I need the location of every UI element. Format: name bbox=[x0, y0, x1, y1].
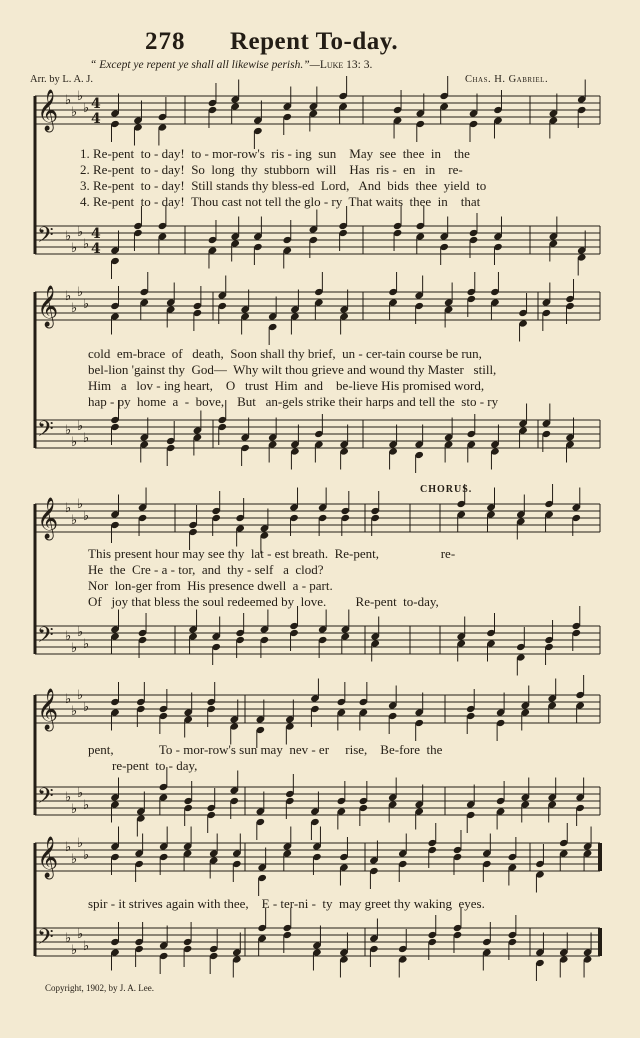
epigraph-text: “ Except ye repent ye shall all likewise perish.”— bbox=[90, 59, 320, 71]
flat-icon: ♭ bbox=[71, 704, 78, 719]
flat-icon: ♭ bbox=[65, 629, 72, 644]
lyric-line-s2-v2: bel-lion 'gainst thy God— Why wilt thou grieve and wound thy Master still, bbox=[88, 362, 497, 377]
lyric-line-s3-v4: Of joy that bless the soul redeemed by love. Re-pent to-day, bbox=[88, 594, 439, 609]
flat-icon: ♭ bbox=[77, 285, 84, 300]
clefs bbox=[37, 89, 101, 958]
flat-icon: ♭ bbox=[77, 836, 84, 851]
lyric-line-s3-v3: Nor lon-ger from His presence dwell a - part. bbox=[88, 578, 333, 593]
flat-icon: ♭ bbox=[83, 237, 90, 252]
lyric-line-s5-v1: spir - it strives again with thee, E - ter-ni - ty may greet thy waking eyes. bbox=[88, 896, 485, 911]
lyric-line-s1-v4: 4. Re-pent to - day! Thou cast not tell the glo - ry That waits thee in that bbox=[80, 194, 481, 209]
bass-clef-icon: 𝄢 bbox=[37, 223, 54, 253]
hymn-title: Repent To-day. bbox=[230, 28, 399, 55]
composer-credit: Chas. H. Gabriel. bbox=[465, 74, 549, 85]
lyric-line-s1-v3: 3. Re-pent to - day! Still stands thy bless-ed Lord, And bids thee yield to bbox=[80, 178, 487, 193]
flat-icon: ♭ bbox=[65, 93, 72, 108]
time-signature-top: 4 bbox=[91, 96, 101, 112]
treble-clef-icon: 𝄞 bbox=[37, 498, 59, 539]
flat-icon: ♭ bbox=[77, 225, 84, 240]
flat-icon: ♭ bbox=[71, 852, 78, 867]
flat-icon: ♭ bbox=[65, 289, 72, 304]
chorus-label: CHORUS. bbox=[420, 484, 473, 495]
bass-clef-icon: 𝄢 bbox=[37, 417, 54, 447]
time-signature-bottom: 4 bbox=[91, 241, 101, 257]
bass-clef-icon: 𝄢 bbox=[37, 925, 54, 955]
flat-icon: ♭ bbox=[71, 241, 78, 256]
copyright-notice: Copyright, 1902, by J. A. Lee. bbox=[45, 983, 154, 993]
lyric-line-s2-v3: Him a lov - ing heart, O trust Him and be-lieve His promised word, bbox=[88, 378, 485, 393]
time-signature-bottom: 4 bbox=[91, 111, 101, 127]
flat-icon: ♭ bbox=[71, 641, 78, 656]
bass-clef-icon: 𝄢 bbox=[37, 623, 54, 653]
flat-icon: ♭ bbox=[83, 798, 90, 813]
time-signature-top: 4 bbox=[91, 226, 101, 242]
treble-clef-icon: 𝄞 bbox=[37, 689, 59, 730]
flat-icon: ♭ bbox=[71, 105, 78, 120]
lyric-line-s3-v2: He the Cre - a - tor, and thy - self a clod? bbox=[88, 562, 324, 577]
flat-icon: ♭ bbox=[83, 101, 90, 116]
flat-icon: ♭ bbox=[83, 297, 90, 312]
staff-lines bbox=[35, 96, 600, 956]
flat-icon: ♭ bbox=[71, 301, 78, 316]
treble-clef-icon: 𝄞 bbox=[37, 837, 59, 878]
lyric-line-s3-v1: This present hour may see thy lat - est breath. Re-pent, re- bbox=[88, 546, 456, 561]
flat-icon: ♭ bbox=[65, 840, 72, 855]
epigraph-reference: Luke 13: 3. bbox=[319, 59, 373, 71]
flat-icon: ♭ bbox=[83, 939, 90, 954]
hymn-number: 278 bbox=[145, 28, 186, 55]
lyric-line-s2-v1: cold em-brace of death, Soon shall thy brief, un - cer-tain course be run, bbox=[88, 346, 482, 361]
flat-icon: ♭ bbox=[65, 229, 72, 244]
flat-icon: ♭ bbox=[71, 802, 78, 817]
flat-icon: ♭ bbox=[77, 927, 84, 942]
flat-icon: ♭ bbox=[83, 431, 90, 446]
flat-icon: ♭ bbox=[65, 501, 72, 516]
flat-icon: ♭ bbox=[83, 637, 90, 652]
lyric-line-s1-v2: 2. Re-pent to - day! So long thy stubborn will Has ris - en in re- bbox=[80, 162, 463, 177]
flat-icon: ♭ bbox=[65, 423, 72, 438]
flat-icon: ♭ bbox=[77, 89, 84, 104]
lyric-line-s4-v1: pent, To - mor-row's sun may nev - er rise, Be-fore the bbox=[88, 742, 443, 757]
treble-clef-icon: 𝄞 bbox=[37, 90, 59, 131]
flat-icon: ♭ bbox=[83, 848, 90, 863]
flat-icon: ♭ bbox=[83, 700, 90, 715]
flat-icon: ♭ bbox=[77, 419, 84, 434]
lyric-line-s4-v2: re-pent to - day, bbox=[112, 758, 198, 773]
bass-clef-icon: 𝄢 bbox=[37, 784, 54, 814]
flat-icon: ♭ bbox=[83, 509, 90, 524]
flat-icon: ♭ bbox=[71, 513, 78, 528]
flat-icon: ♭ bbox=[77, 786, 84, 801]
flat-icon: ♭ bbox=[65, 692, 72, 707]
lyric-line-s2-v4: hap - py home a - bove, But an-gels strike their harps and tell the sto - ry bbox=[88, 394, 499, 409]
treble-clef-icon: 𝄞 bbox=[37, 286, 59, 327]
flat-icon: ♭ bbox=[77, 688, 84, 703]
lyric-line-s1-v1: 1. Re-pent to - day! to - mor-row's ris - ing sun May see thee in the bbox=[80, 146, 470, 161]
arranger-credit: Arr. by L. A. J. bbox=[30, 74, 93, 85]
flat-icon: ♭ bbox=[77, 497, 84, 512]
flat-icon: ♭ bbox=[65, 790, 72, 805]
flat-icon: ♭ bbox=[77, 625, 84, 640]
flat-icon: ♭ bbox=[71, 435, 78, 450]
flat-icon: ♭ bbox=[65, 931, 72, 946]
flat-icon: ♭ bbox=[71, 943, 78, 958]
noteheads bbox=[110, 76, 592, 981]
